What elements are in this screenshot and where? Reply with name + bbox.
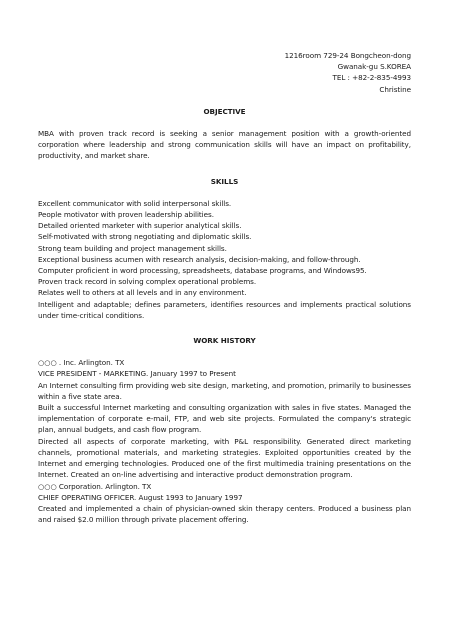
job-company: ○○○ Corporation. Arlington. TX	[38, 481, 152, 491]
objective-text: MBA with proven track record is seeking a senior management position with a growth-oriented corporation where leadership and strong communication skills will have an impact on profitability, productivity, and market share.	[38, 129, 411, 161]
job-company: ○○○ . Inc. Arlington. TX	[38, 358, 125, 368]
skill-item: Computer proficient in word processing, spreadsheets, database programs, and Windows95.	[38, 266, 367, 276]
skill-item: Intelligent and adaptable; defines parameters, identifies resources and implements practical solutions under time-critical conditions.	[38, 299, 411, 320]
resume-page	[38, 50, 411, 525]
objective-heading: OBJECTIVE	[203, 106, 246, 116]
contact-block	[38, 50, 411, 95]
job-title: CHIEF OPERATING OFFICER. August 1993 to January 1997	[38, 492, 243, 502]
job-description: Built a successful Internet marketing and consulting organization with sales in five states. Managed the implementation of corporate e-mail, FTP, and web site projects. Formulated the company's strategic plan, annual budgets, and cash flow program.	[38, 403, 411, 435]
skills-heading: SKILLS	[210, 176, 239, 186]
skill-item: People motivator with proven leadership abilities.	[38, 210, 214, 220]
address-street: 1216room 729-24 Bongcheon-dong	[284, 51, 411, 60]
phone-number: TEL : +82-2-835-4993	[332, 73, 411, 83]
skill-item: Self-motivated with strong negotiating and diplomatic skills.	[38, 232, 252, 242]
skill-item: Exceptional business acumen with research analysis, decision-making, and follow-through.	[38, 254, 361, 264]
applicant-name: Christine	[379, 84, 411, 94]
skill-item: Excellent communicator with solid interpersonal skills.	[38, 198, 232, 208]
job-description: Created and implemented a chain of physician-owned skin therapy centers. Produced a business plan and raised $2.0 million through private placement offering.	[38, 503, 411, 525]
skill-item: Proven track record in solving complex operational problems.	[38, 277, 257, 287]
work-history-heading: WORK HISTORY	[193, 336, 256, 346]
job-entry	[38, 357, 411, 480]
address-city: Gwanak-gu S.KOREA	[337, 62, 411, 72]
skill-item: Detailed oriented marketer with superior analytical skills.	[38, 221, 242, 231]
skill-item: Relates well to others at all levels and in any environment.	[38, 288, 247, 298]
skill-item: Strong team building and project management skills.	[38, 243, 227, 253]
job-title: VICE PRESIDENT - MARKETING. January 1997 to Present	[38, 369, 236, 379]
job-description: Directed all aspects of corporate marketing, with P&L responsibility. Generated direct marketing channels, promotional materials, and marketing strategies. Exploited opportunities created by the Internet and emerging technologies. Produced one of the first multimedia training presentations on the Internet. Created an on-line advertising and interactive product demonstration program.	[38, 436, 411, 480]
job-entry	[38, 481, 411, 526]
skills-list	[38, 198, 411, 321]
job-description: An Internet consulting firm providing web site design, marketing, and promotion, primarily to businesses within a five state area.	[38, 380, 411, 401]
